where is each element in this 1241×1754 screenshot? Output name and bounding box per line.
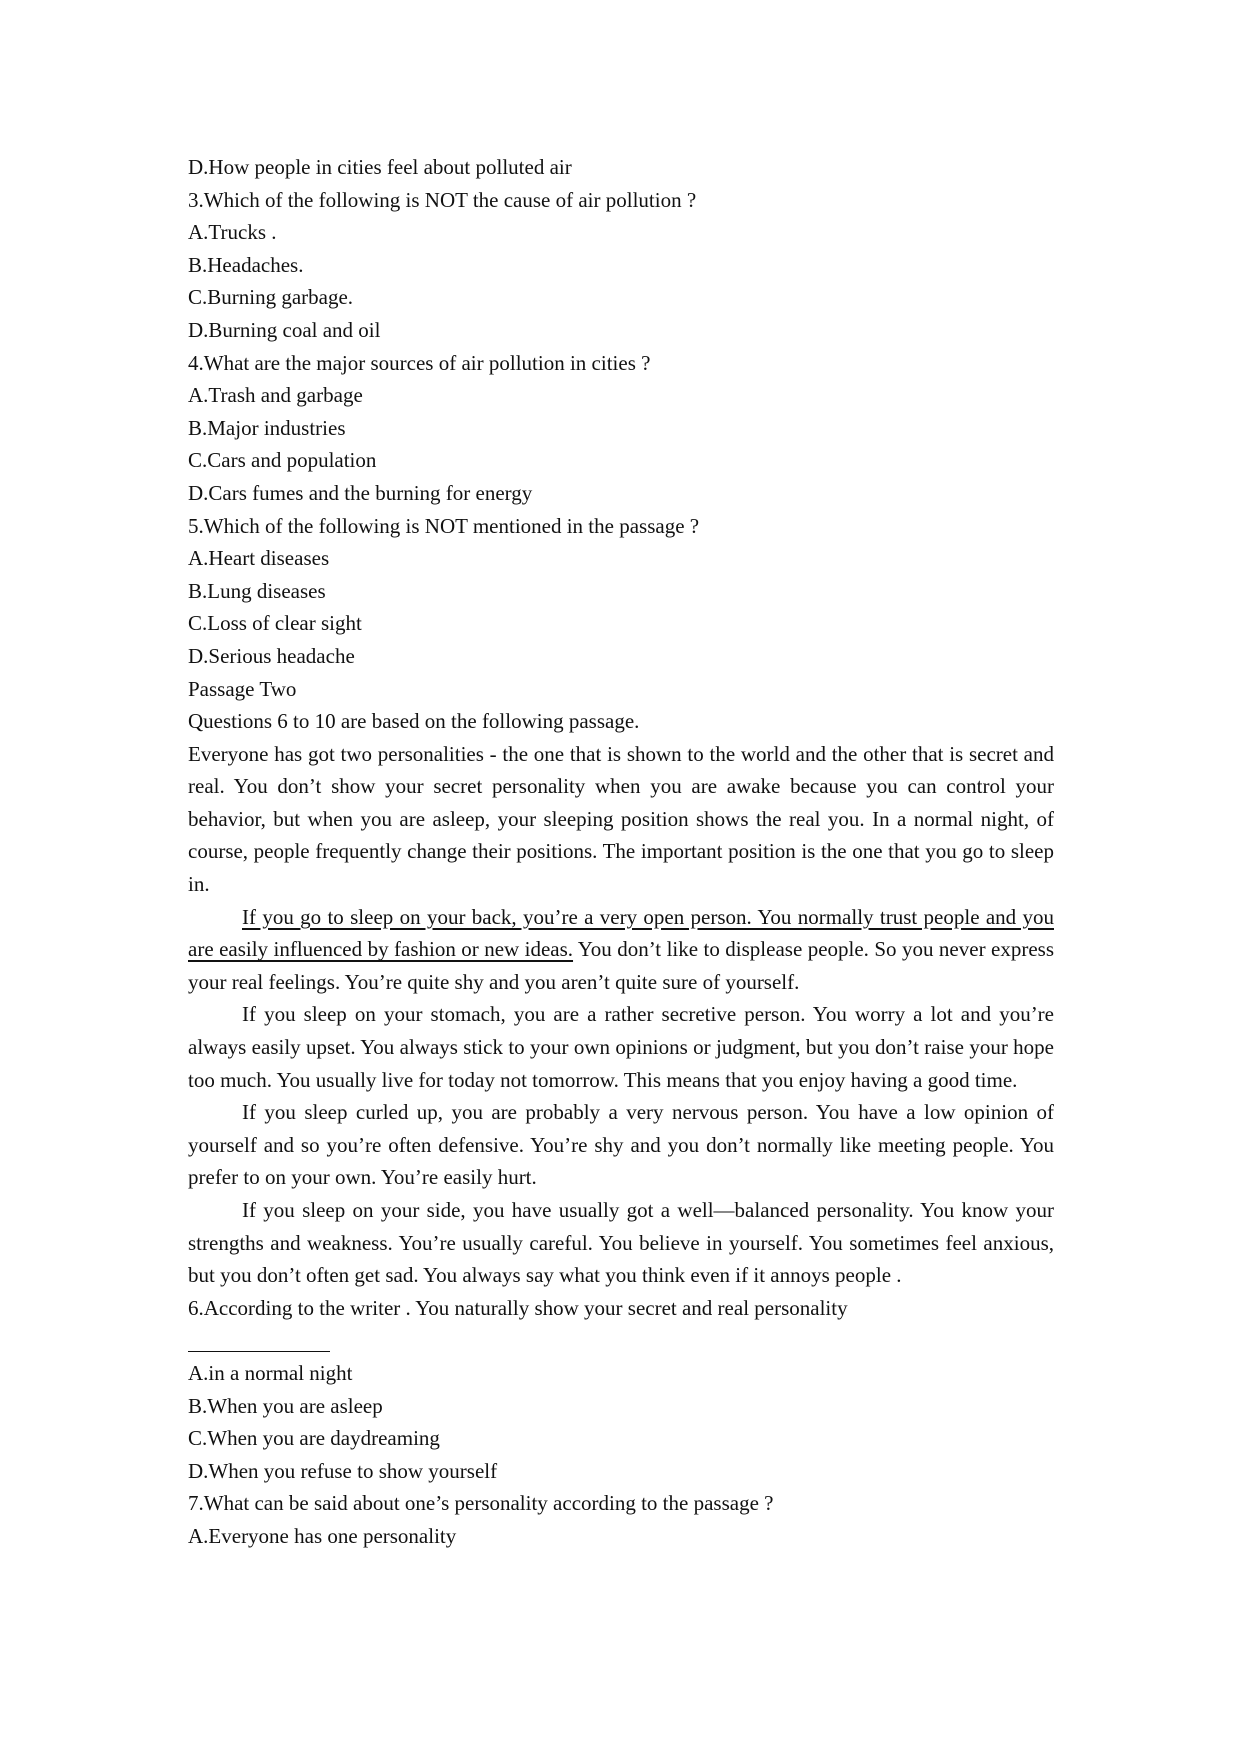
answer-blank-line	[188, 1351, 330, 1352]
q6-option-b: B.When you are asleep	[188, 1393, 383, 1418]
q5-option-a: A.Heart diseases	[188, 546, 330, 571]
passage-paragraph-4: If you sleep curled up, you are probably a very nervous person. You have a low opinion of yourself and so you’re often defensive. You’re shy and you don’t normally like meeting people. You prefer to on your own. You’re easily hurt.	[188, 1100, 1054, 1190]
q3-option-c: C.Burning garbage.	[188, 285, 354, 310]
underlined-sentence: If you go to sleep on your back, you’re a very open person. You normally trust people and you are easily influenced by fashion or new ideas.	[188, 904, 1054, 962]
paragraph-2-rest: You don’t like to displease people. So you never express your real feelings. You’re quite shy and you aren’t quite sure of yourself.	[188, 937, 1054, 994]
q3-question: 3.Which of the following is NOT the cause of air pollution ?	[188, 187, 697, 212]
q4-question: 4.What are the major sources of air pollution in cities ?	[188, 350, 651, 375]
q4-option-d: D.Cars fumes and the burning for energy	[188, 480, 533, 505]
q6-option-c: C.When you are daydreaming	[188, 1426, 440, 1451]
q6-option-a: A.in a normal night	[188, 1360, 353, 1385]
q4-option-b: B.Major industries	[188, 415, 346, 440]
q7-question: 7.What can be said about one’s personality according to the passage ?	[188, 1491, 774, 1516]
q4-option-a: A.Trash and garbage	[188, 383, 363, 408]
passage-paragraph-2	[188, 901, 1054, 999]
q5-option-c: C.Loss of clear sight	[188, 611, 362, 636]
q3-option-b: B.Headaches.	[188, 252, 304, 277]
passage-paragraph-5: If you sleep on your side, you have usually got a well—balanced personality. You know your strengths and weakness. You’re usually careful. You believe in yourself. You sometimes feel anxious, but you don’t often get sad. You always say what you think even if it annoys people .	[188, 1198, 1054, 1288]
q6-option-d: D.When you refuse to show yourself	[188, 1458, 498, 1483]
q4-option-c: C.Cars and population	[188, 448, 377, 473]
q7-option-a: A.Everyone has one personality	[188, 1523, 457, 1548]
q3-option-d: D.Burning coal and oil	[188, 317, 381, 342]
passage-paragraph-1: Everyone has got two personalities - the one that is shown to the world and the other that is secret and real. You don’t show your secret personality when you are awake because you can control your behavior, but when you are asleep, your sleeping position shows the real you. In a normal night, of course, people frequently change their positions. The important position is the one that you go to sleep in.	[188, 741, 1054, 897]
q5-option-d: D.Serious headache	[188, 643, 355, 668]
q5-option-b: B.Lung diseases	[188, 578, 326, 603]
passage-instruction: Questions 6 to 10 are based on the following passage.	[188, 709, 640, 734]
q5-question: 5.Which of the following is NOT mentioned in the passage ?	[188, 513, 700, 538]
passage-heading: Passage Two	[188, 676, 297, 701]
passage-paragraph-3: If you sleep on your stomach, you are a rather secretive person. You worry a lot and you’re always easily upset. You always stick to your own opinions or judgment, but you don’t raise your hope too much. You usually live for today not tomorrow. This means that you enjoy having a good time.	[188, 1002, 1054, 1092]
answer-blank-row	[188, 1324, 1054, 1357]
q2-option-d: D.How people in cities feel about polluted air	[188, 155, 572, 179]
q3-option-a: A.Trucks .	[188, 220, 277, 245]
q6-question: 6.According to the writer . You naturally show your secret and real personality	[188, 1295, 848, 1320]
document-page	[188, 151, 1054, 1553]
